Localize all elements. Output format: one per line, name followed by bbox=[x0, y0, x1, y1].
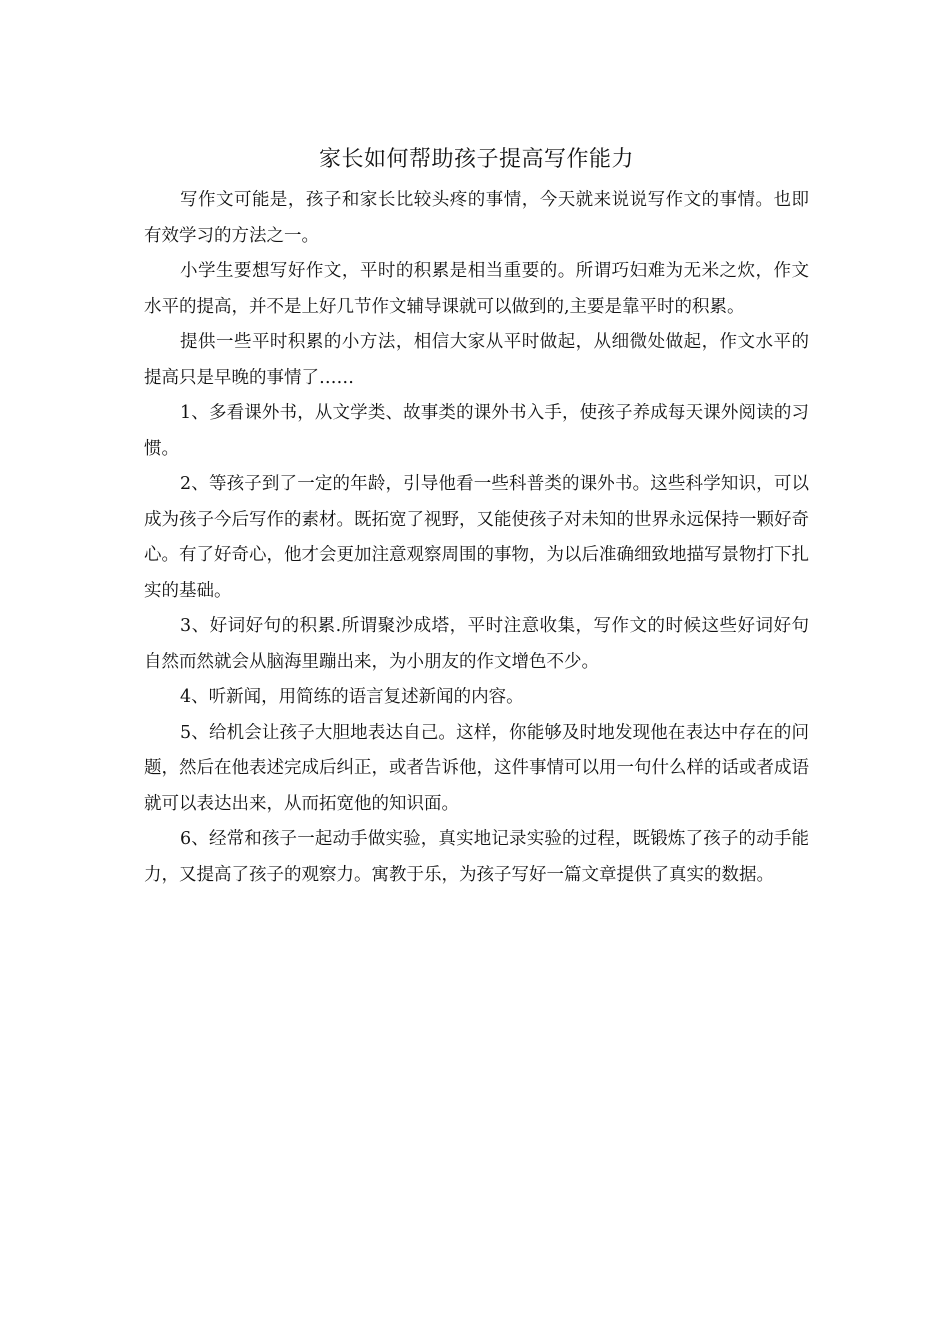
paragraph-intro: 写作文可能是，孩子和家长比较头疼的事情，今天就来说说写作文的事情。也即有效学习的方法之一。 bbox=[144, 190, 809, 246]
paragraph-accumulation: 小学生要想写好作文，平时的积累是相当重要的。所谓巧妇难为无米之炊，作文水平的提高，并不是上好几节作文辅导课就可以做到的,主要是靠平时的积累。 bbox=[144, 261, 809, 317]
paragraph-methods-intro: 提供一些平时积累的小方法，相信大家从平时做起，从细微处做起，作文水平的提高只是早晚的事情了…… bbox=[144, 332, 809, 388]
list-item-2: 2、等孩子到了一定的年龄，引导他看一些科普类的课外书。这些科学知识，可以成为孩子今后写作的素材。既拓宽了视野，又能使孩子对未知的世界永远保持一颗好奇心。有了好奇心，他才会更加注意观察周围的事物，为以后准确细致地描写景物打下扎实的基础。 bbox=[144, 474, 809, 601]
list-item-6: 6、经常和孩子一起动手做实验，真实地记录实验的过程，既锻炼了孩子的动手能力，又提高了孩子的观察力。寓教于乐，为孩子写好一篇文章提供了真实的数据。 bbox=[144, 829, 809, 885]
list-item-5: 5、给机会让孩子大胆地表达自己。这样，你能够及时地发现他在表达中存在的问题，然后在他表述完成后纠正，或者告诉他，这件事情可以用一句什么样的话或者成语就可以表达出来，从而拓宽他的知识面。 bbox=[144, 722, 809, 814]
list-item-1: 1、多看课外书，从文学类、故事类的课外书入手，使孩子养成每天课外阅读的习惯。 bbox=[144, 403, 809, 459]
document-page bbox=[144, 143, 809, 893]
list-item-4: 4、听新闻，用简练的语言复述新闻的内容。 bbox=[180, 687, 524, 707]
list-item-3: 3、好词好句的积累.所谓聚沙成塔，平时注意收集，写作文的时候这些好词好句自然而然就会从脑海里蹦出来，为小朋友的作文增色不少。 bbox=[144, 616, 809, 672]
document-title: 家长如何帮助孩子提高写作能力 bbox=[318, 147, 634, 172]
